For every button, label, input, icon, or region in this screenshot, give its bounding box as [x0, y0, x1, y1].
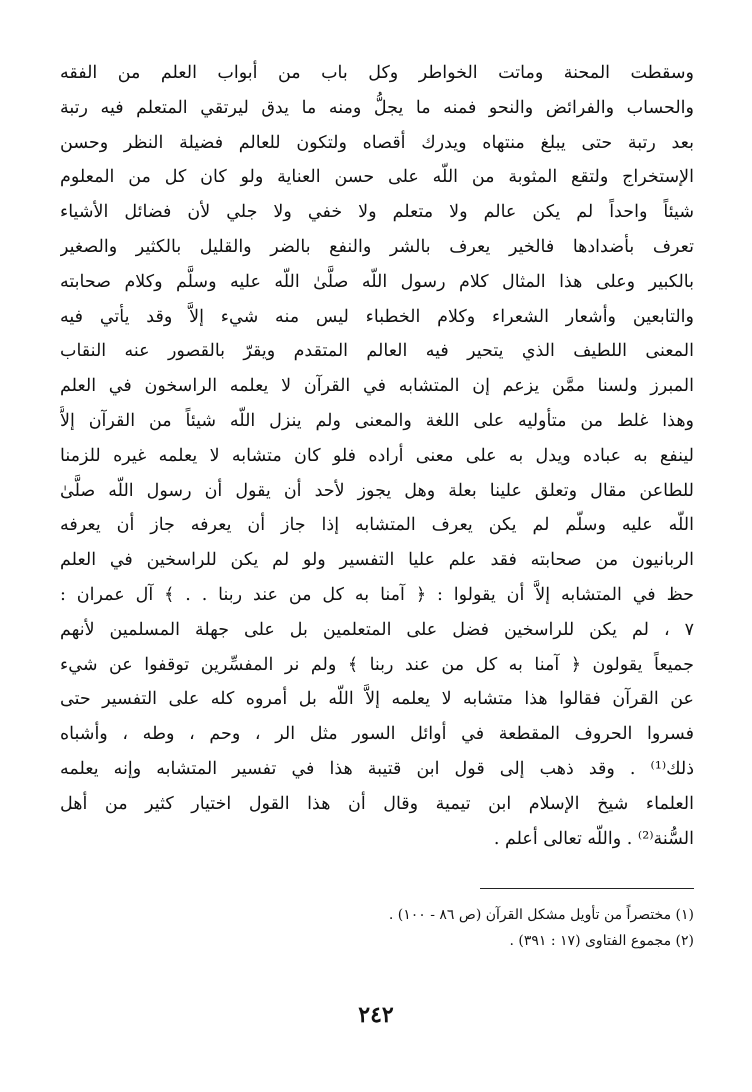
text-line: الربانيون من صحابته فقد علم عليا التفسير ولو لم يكن للراسخين في العلم	[60, 550, 694, 571]
text-line: والحساب والفرائض والنحو فمنه ما يجلُّ ومنه ما يدق ليرتقي المتعلم فيه رتبة	[60, 97, 694, 118]
text-line: المعنى اللطيف الذي يتحير فيه العالم المتقدم ويقرّ بالقصور عنه النقاب	[60, 341, 694, 362]
footnote-2: (٢) مجموع الفتاوى (١٧ : ٣٩١) .	[509, 933, 694, 949]
text-line-last: السُّنة⁽²⁾ . واللّه تعالى أعلم .	[493, 828, 694, 849]
text-line: والتابعين وأشعار الشعراء وكلام الخطباء ليس منه شيء إلاَّ وقد يأتي فيه	[60, 306, 694, 327]
text-line: تعرف بأضدادها فالخير يعرف بالشر والنفع بالضر والقليل بالكثير والصغير	[60, 236, 694, 257]
text-line: عن القرآن فقالوا هذا متشابه لا يعلمه إلاَّ اللّه بل أمروه كله على التفسير حتى	[60, 689, 694, 710]
text-line: وسقطت المحنة وماتت الخواطر وكل باب من أبواب العلم من الفقه	[60, 63, 694, 83]
text-line: فسروا الحروف المقطعة في أوائل السور مثل الر ، وحم ، وطه ، وأشباه	[60, 724, 694, 745]
text-line: المبرز ولسنا ممَّن يزعم إن المتشابه في القرآن لا يعلمه الراسخون في العلم	[60, 376, 694, 397]
text-line: حظ في المتشابه إلاَّ أن يقولوا : ﴿ آمنا به كل من عند ربنا . . ﴾ آل عمران :	[60, 584, 694, 605]
footnotes	[200, 902, 694, 954]
footnote-separator	[480, 888, 694, 889]
text-line: بعد رتبة حتى يبلغ منتهاه ويدرك أقصاه ولتكون للعالم فضيلة النظر وحسن	[60, 132, 694, 153]
text-line: لينفع به عباده ويدل به على معنى أراده فلو كان متشابه لا يعلمه غيره للزمنا	[60, 445, 694, 466]
text-line: ذلك⁽¹⁾ . وقد ذهب إلى قول ابن قتيبة هذا في تفسير المتشابه وإنه يعلمه	[60, 758, 694, 779]
main-text	[60, 56, 694, 856]
text-line: شيئاً واحداً لم يكن عالم ولا متعلم ولا خفي ولا جلي لأن فضائل الأشياء	[60, 202, 694, 223]
footnote-1: (١) مختصراً من تأويل مشكل القرآن (ص ٨٦ - ١٠٠) .	[388, 907, 694, 923]
text-line: ٧ ، لم يكن للراسخين فضل على المتعلمين بل على جهلة المسلمين لأنهم	[60, 619, 694, 640]
text-line: العلماء شيخ الإسلام ابن تيمية وقال أن هذا القول اختيار كثير من أهل	[60, 793, 694, 814]
text-line: وهذا غلط من متأوليه على اللغة والمعنى ولم ينزل اللّه شيئاً من القرآن إلاَّ	[60, 410, 694, 431]
text-line: جميعاً يقولون ﴿ آمنا به كل من عند ربنا ﴾ ولم نر المفسِّرين توقفوا عن شيء	[60, 654, 694, 675]
page-number: ٢٤٢	[358, 1002, 394, 1028]
text-line: للطاعن مقال وتعلق علينا بعلة وهل يجوز لأحد أن يقول أن رسول اللّه صلَّىٰ	[60, 480, 694, 501]
text-line: بالكبير وعلى هذا المثال كلام رسول اللّه صلَّىٰ اللّه عليه وسلَّم وكلام صحابته	[60, 271, 694, 292]
text-line: اللّه عليه وسلّم لم يكن يعرف المتشابه إذا جاز أن يعرفه جاز أن يعرفه	[60, 515, 694, 536]
text-line: الإستخراج ولتقع المثوبة من اللّه على حسن العناية ولو كان كل من المعلوم	[60, 167, 694, 188]
